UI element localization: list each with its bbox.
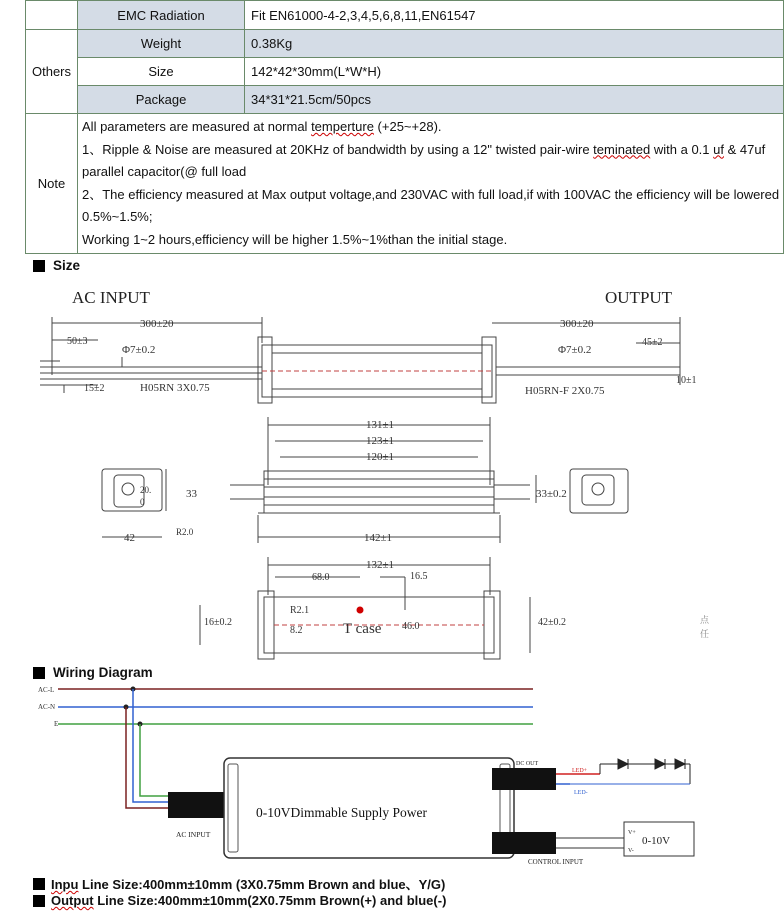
note-line-2: 1、Ripple & Noise are measured at 20KHz of bandwidth by using a 12" twisted pair-wire teminated with a 0.1 uf & 47uf — [82, 141, 766, 157]
led-string-icon — [570, 759, 690, 784]
spec-category-note: Note — [26, 114, 78, 254]
dim-r2: R2.0 — [176, 527, 194, 537]
note-line-3: parallel capacitor(@ full load — [82, 164, 247, 179]
dim-0: 0 — [140, 497, 145, 507]
note-line-5: 0.5%~1.5%; — [82, 209, 153, 224]
size-section-heading — [33, 258, 80, 273]
dim-42: 42 — [124, 532, 135, 544]
side-mark-a: 点 — [700, 615, 710, 625]
led-minus-label: LED- — [574, 790, 588, 796]
dim-16-5: 16.5 — [410, 571, 428, 582]
dimmer-range-label: 0-10V — [642, 835, 671, 847]
wiring-diagram — [0, 682, 750, 867]
end-view-right — [570, 469, 628, 513]
tcase-point-icon — [357, 607, 363, 613]
dim-131: 131±1 — [366, 419, 395, 431]
bullet-square-icon — [33, 895, 45, 907]
input-line-size: Inpu Line Size:400mm±10mm (3X0.75mm Brown and blue、Y/G) — [33, 874, 445, 893]
cable-left-spec: H05RN 3X0.75 — [140, 382, 210, 394]
spec-row-size — [26, 58, 784, 86]
wiring-section-title: Wiring Diagram — [53, 665, 153, 680]
output-label: OUTPUT — [605, 288, 673, 307]
driver-side-body — [264, 471, 494, 513]
note-text — [78, 114, 784, 254]
spec-label-emc: EMC Radiation — [78, 1, 245, 30]
ac-l-label: AC-L — [38, 686, 55, 694]
bullet-square-icon — [33, 667, 45, 679]
dim-8-2: 8.2 — [290, 625, 303, 636]
spec-category-blank — [26, 1, 78, 30]
dim-132: 132±1 — [366, 559, 395, 571]
dim-15: 15±2 — [84, 383, 105, 394]
spec-value-weight: 0.38Kg — [245, 30, 784, 58]
spec-row-package — [26, 86, 784, 114]
t-case-label: T case — [343, 621, 382, 637]
ac-input-label: AC INPUT — [176, 830, 211, 839]
ac-n-label: AC-N — [38, 703, 56, 711]
spec-category-others: Others — [26, 30, 78, 114]
dim-16: 16±0.2 — [204, 617, 232, 628]
dim-68: 68.0 — [312, 572, 330, 583]
control-input-label: CONTROL INPUT — [528, 858, 584, 866]
size-section-title: Size — [53, 258, 81, 273]
dim-33: 33 — [186, 488, 197, 500]
spec-value-emc: Fit EN61000-4-2,3,4,5,6,8,11,EN61547 — [245, 1, 784, 30]
spec-value-package: 34*31*21.5cm/50pcs — [245, 86, 784, 114]
ac-input-label: AC INPUT — [72, 288, 150, 307]
dim-300-left: 300±20 — [140, 318, 174, 330]
control-input-connector — [492, 832, 556, 854]
spec-label-package: Package — [78, 86, 245, 114]
v-plus-label: V+ — [628, 830, 636, 836]
cable-right-spec: H05RN-F 2X0.75 — [525, 385, 605, 397]
dim-r21: R2.1 — [290, 605, 310, 616]
dim-42-right: 42±0.2 — [538, 617, 566, 628]
led-plus-label: LED+ — [572, 768, 588, 774]
dim-10: 10±1 — [676, 375, 697, 386]
spec-row-note — [26, 114, 784, 254]
dim-123: 123±1 — [366, 435, 395, 447]
earth-label: E — [54, 720, 59, 728]
spec-row-weight — [26, 30, 784, 58]
note-line-6: Working 1~2 hours,efficiency will be higher 1.5%~1%than the initial stage. — [82, 231, 508, 247]
spec-label-size: Size — [78, 58, 245, 86]
note-line-1: All parameters are measured at normal temperture (+25~+28). — [82, 119, 442, 134]
spec-table — [25, 0, 784, 254]
size-drawing — [0, 275, 750, 660]
dim-50: 50±3 — [67, 336, 88, 347]
spec-row-emc — [26, 1, 784, 30]
note-line-4: 2、The efficiency measured at Max output voltage,and 230VAC with full load,if with 100VAC the efficiency will be lowered — [82, 186, 780, 202]
output-line-size: Output Line Size:400mm±10mm(2X0.75mm Brown(+) and blue(-) — [33, 893, 446, 908]
dc-out-label: DC OUT — [516, 761, 539, 767]
spec-value-size: 142*42*30mm(L*W*H) — [245, 58, 784, 86]
side-mark-b: 任 — [700, 629, 710, 639]
dim-20: 20. — [140, 485, 152, 495]
wiring-section-heading — [33, 665, 153, 680]
supply-label: 0-10VDimmable Supply Power — [256, 805, 427, 820]
dc-out-connector — [492, 768, 556, 790]
dim-phi7-left: Φ7±0.2 — [122, 344, 156, 356]
dim-33-right: 33±0.2 — [536, 488, 567, 500]
dim-46: 46.0 — [402, 621, 420, 632]
dim-phi7-right: Φ7±0.2 — [558, 344, 592, 356]
dim-142: 142±1 — [364, 532, 393, 544]
dim-120: 120±1 — [366, 451, 395, 463]
dim-45: 45±2 — [642, 337, 663, 348]
spec-label-weight: Weight — [78, 30, 245, 58]
bullet-square-icon — [33, 260, 45, 272]
v-minus-label: V- — [628, 848, 634, 854]
dim-300-right: 300±20 — [560, 318, 594, 330]
bullet-square-icon — [33, 878, 45, 890]
